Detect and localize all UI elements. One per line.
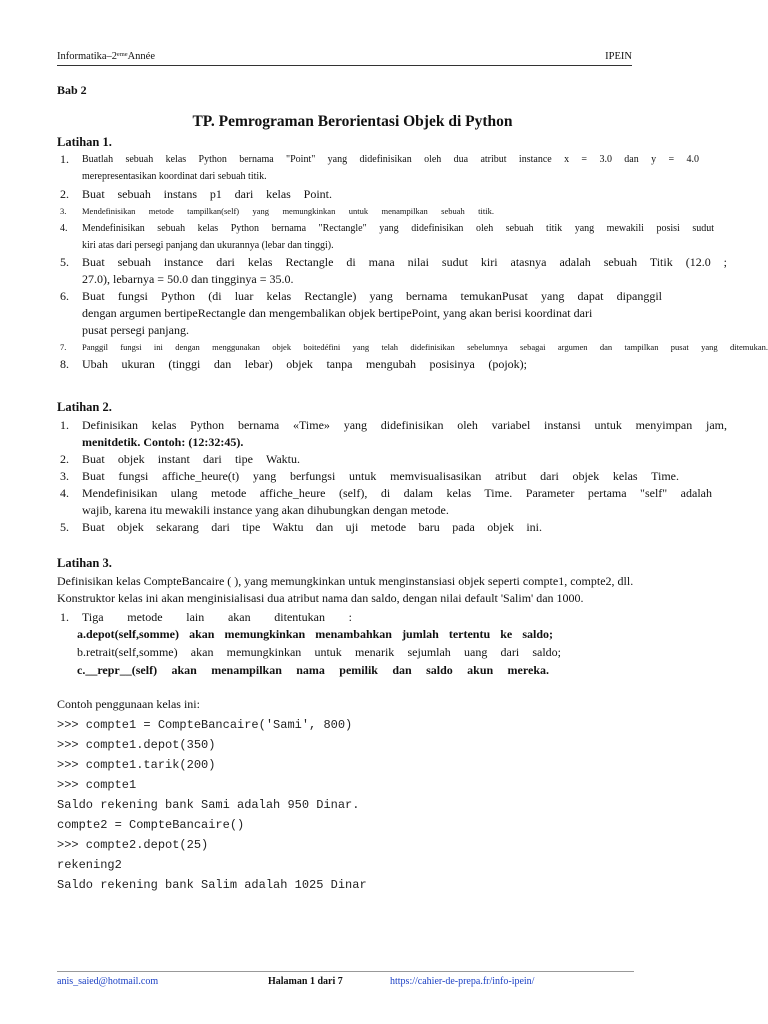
list-item (57, 186, 727, 203)
footer-website-link[interactable]: https://cahier-de-prepa.fr/info-ipein/ (390, 976, 535, 987)
latihan2-heading: Latihan 2. (57, 400, 112, 414)
item-text: Mendefinisikan metode tampilkan(self) yang memungkinkan untuk menampilkan sebuah titik. (82, 206, 494, 216)
item-number: 5. (60, 520, 69, 534)
item-text: Tiga metode lain akan ditentukan : (82, 610, 352, 624)
list-item (57, 356, 727, 373)
item-text: Buat fungsi Python (di luar kelas Rectangle) yang bernama temukanPusat yang dapat dipanggil (82, 289, 662, 303)
item-number: 3. (60, 206, 67, 216)
latihan3-paragraph: Definisikan kelas CompteBancaire ( ), yang memungkinkan untuk menginstansiasi objek seperti compte1, compte2, dll. (57, 574, 634, 588)
item-text-cont: 27.0), lebarnya = 50.0 dan tingginya = 35.0. (82, 272, 294, 286)
item-text: Mendefinisikan ulang metode affiche_heure (self), di dalam kelas Time. Parameter pertama "self" adalah (82, 486, 712, 500)
item-number: 1. (60, 152, 69, 166)
latihan1-list (57, 151, 768, 373)
item-text: Buat objek instant dari tipe Waktu. (82, 452, 300, 466)
list-item (57, 519, 727, 536)
item-text-cont: kiri atas dari persegi panjang dan ukurannya (lebar dan tinggi). (82, 240, 334, 251)
method-retrait: b.retrait(self,somme) akan memungkinkan untuk menarik sejumlah uang dari saldo; (77, 645, 561, 659)
page-header (57, 51, 632, 66)
footer-email-link[interactable]: anis_saied@hotmail.com (57, 976, 159, 987)
code-line: >>> compte1 (57, 778, 137, 792)
latihan2-list (57, 417, 727, 536)
item-number: 2. (60, 452, 69, 466)
code-example (57, 715, 367, 895)
item-number: 6. (60, 289, 69, 303)
list-item (57, 451, 727, 468)
list-item (57, 468, 727, 485)
item-text-cont: wajib, karena itu mewakili instance yang akan dihubungkan dengan metode. (82, 503, 449, 517)
code-line: rekening2 (57, 858, 122, 872)
list-item (57, 203, 727, 220)
header-course: Informatika–2ᵉᵐᵉAnnée (57, 51, 155, 62)
list-item (57, 254, 727, 288)
latihan3-paragraph: Konstruktor kelas ini akan menginisialisasi dua atribut nama dan saldo, dengan nilai default 'Salim' dan 1000. (57, 591, 584, 605)
item-number: 1. (60, 418, 69, 432)
list-item (57, 288, 727, 339)
code-line: Saldo rekening bank Salim adalah 1025 Dinar (57, 878, 367, 892)
item-text: Buat objek sekarang dari tipe Waktu dan uji metode baru pada objek ini. (82, 520, 542, 534)
item-text-cont2: pusat persegi panjang. (82, 323, 189, 337)
method-repr: c.__repr__(self) akan menampilkan nama pemilik dan saldo akun mereka. (77, 663, 549, 677)
item-number: 5. (60, 255, 69, 269)
list-item (57, 417, 727, 451)
item-number: 3. (60, 469, 69, 483)
item-text: Definisikan kelas Python bernama «Time» yang didefinisikan oleh variabel instansi untuk menyimpan jam, (82, 418, 727, 432)
item-number: 2. (60, 187, 69, 201)
item-number: 1. (60, 610, 69, 624)
item-text: Mendefinisikan sebuah kelas Python bernama "Rectangle" yang didefinisikan oleh sebuah titik yang mewakili posisi sudut (82, 223, 714, 234)
item-number: 4. (60, 223, 68, 234)
item-text: Buatlah sebuah kelas Python bernama "Point" yang didefinisikan oleh dua atribut instance x = 3.0 dan y = 4.0 (82, 154, 699, 165)
example-intro: Contoh penggunaan kelas ini: (57, 697, 200, 711)
latihan3-heading: Latihan 3. (57, 556, 112, 570)
list-item (57, 485, 727, 519)
list-item (57, 339, 768, 356)
item-text: Buat sebuah instance dari kelas Rectangle di mana nilai sudut kiri atasnya adalah sebuah Titik (12.0 ; (82, 255, 727, 269)
item-text: Buat sebuah instans p1 dari kelas Point. (82, 187, 332, 201)
item-number: 4. (60, 486, 69, 500)
code-line: Saldo rekening bank Sami adalah 950 Dinar. (57, 798, 360, 812)
code-line: >>> compte1.depot(350) (57, 738, 216, 752)
page-footer (57, 971, 634, 992)
list-item (57, 220, 727, 254)
item-text: Buat fungsi affiche_heure(t) yang berfungsi untuk memvisualisasikan atribut dari objek kelas Time. (82, 469, 679, 483)
code-line: >>> compte2.depot(25) (57, 838, 209, 852)
footer-page-number: Halaman 1 dari 7 (268, 976, 343, 987)
item-text-cont: menitdetik. Contoh: (12:32:45). (82, 435, 244, 449)
list-item (57, 151, 727, 185)
list-item (57, 609, 727, 626)
item-number: 7. (60, 342, 67, 352)
item-number: 8. (60, 357, 69, 371)
method-depot: a.depot(self,somme) akan memungkinkan menambahkan jumlah tertentu ke saldo; (77, 627, 553, 641)
item-text-cont: merepresentasikan koordinat dari sebuah titik. (82, 171, 267, 182)
code-line: compte2 = CompteBancaire() (57, 818, 245, 832)
code-line: >>> compte1 = CompteBancaire('Sami', 800) (57, 718, 353, 732)
code-line: >>> compte1.tarik(200) (57, 758, 216, 772)
item-text-cont: dengan argumen bertipeRectangle dan mengembalikan objek bertipePoint, yang akan berisi koordinat dari (82, 306, 593, 320)
item-text: Panggil fungsi ini dengan menggunakan objek boitedéfini yang telah didefinisikan sebelumnya sebagai argumen dan tampilkan pusat yang ditemukan. (82, 342, 768, 352)
latihan3-body (57, 573, 727, 713)
latihan1-heading: Latihan 1. (57, 135, 112, 149)
chapter-label: Bab 2 (57, 83, 87, 97)
page-title: TP. Pemrograman Berorientasi Objek di Python (192, 113, 513, 130)
item-text: Ubah ukuran (tinggi dan lebar) objek tanpa mengubah posisinya (pojok); (82, 357, 527, 371)
header-school: IPEIN (605, 51, 632, 62)
